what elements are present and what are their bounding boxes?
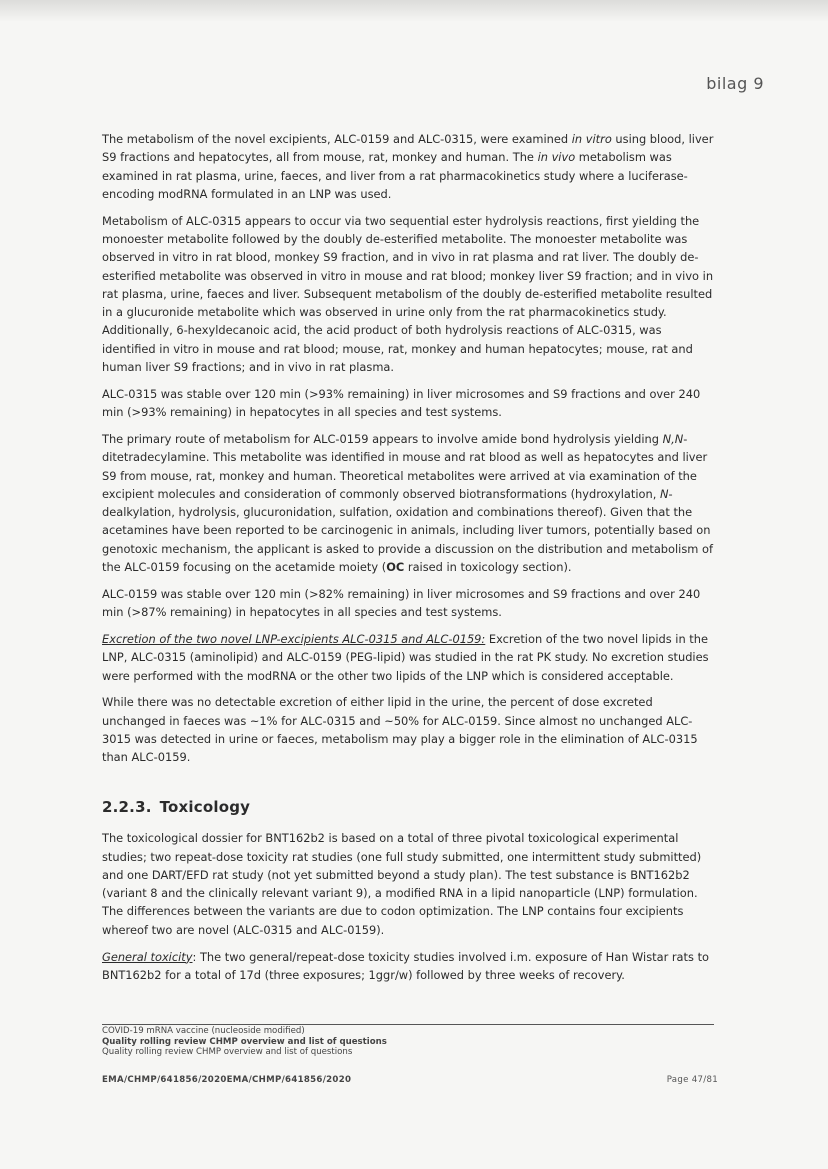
paragraph-toxicology-dossier: The toxicological dossier for BNT162b2 is based on a total of three pivotal toxicological experimental studies; two repeat-dose toxicity rat studies (one full study submitted, one intermittent study submitted) and one DART/EFD rat study (not yet submitted beyond a study plan). The test substance is BNT162b2 (variant 8 and the clinically relevant variant 9), a modified RNA in a lipid nanoparticle (LNP) formulation. The differences between the variants are due to codon optimization. The LNP contains four excipients whereof two are novel (ALC-0315 and ALC-0159).	[102, 831, 702, 937]
italic-text: in vitro	[571, 132, 612, 146]
footer-line: COVID-19 mRNA vaccine (nucleoside modified)	[102, 1026, 305, 1036]
underlined-heading: General toxicity	[102, 949, 193, 964]
section-heading	[102, 798, 714, 816]
text-run: raised in toxicology section).	[404, 560, 572, 575]
paragraph-alc0159-stability: ALC-0159 was stable over 120 min (>82% remaining) in liver microsomes and S9 fractions and over 240 min (>87% remaining) in hepatocytes in all species and test systems.	[102, 586, 701, 620]
paragraph-metabolism-intro	[102, 130, 714, 203]
spacer	[102, 775, 714, 798]
text-run: Excretion of the two novel lipids in the LNP, ALC-0315 (aminolipid) and ALC-0159 (PEG-lipid) was studied in the rat PK study. No excretion studies were performed with the modRNA or the other two lipids of the LNP which is considered acceptable.	[102, 631, 709, 683]
paragraph-excretion	[102, 630, 714, 685]
footer-line-bold: Quality rolling review CHMP overview and list of questions	[102, 1036, 387, 1047]
paragraph-alc0159-metabolism	[102, 430, 714, 576]
underlined-heading: Excretion of the two novel LNP-excipients ALC-0315 and ALC-0159:	[102, 631, 486, 646]
document-reference: EMA/CHMP/641856/2020EMA/CHMP/641856/2020	[102, 1075, 352, 1085]
italic-text: N	[659, 486, 669, 501]
italic-text: N,N	[662, 431, 684, 446]
footer-notes	[102, 1026, 702, 1058]
main-text	[102, 130, 714, 993]
text-run: The metabolism of the novel excipients, ALC-0159 and ALC-0315, were examined	[102, 132, 572, 146]
text-run: -dealkylation, hydrolysis, glucuronidation, sulfation, oxidation and combinations thereof). Given that the acetamines have been reported to be carcinogenic in animals, including liver tumors, potentially based on genotoxic mechanism, the applicant is asked to provide a discussion on the distribution and metabolism of the ALC-0159 focusing on the acetamide moiety (	[102, 486, 713, 575]
page-number: Page 47/81	[666, 1075, 718, 1085]
text-run: The primary route of metabolism for ALC-0159 appears to involve amide bond hydrolysis yielding	[102, 431, 663, 446]
paragraph-alc0315-metabolism: Metabolism of ALC-0315 appears to occur via two sequential ester hydrolysis reactions, first yielding the monoester metabolite followed by the doubly de-esterified metabolite. The monoester metabolite was observed in vitro in rat blood, monkey S9 fraction, and in vivo in rat plasma and rat liver. The doubly de-esterified metabolite was observed in vitro in mouse and rat blood; monkey liver S9 fraction; and in vivo in rat plasma, urine, faeces and liver. Subsequent metabolism of the doubly de-esterified metabolite resulted in a glucuronide metabolite which was observed in urine only from the rat pharmacokinetics study. Additionally, 6-hexyldecanoic acid, the acid product of both hydrolysis reactions of ALC-0315, was identified in vitro in mouse and rat blood; mouse, rat, monkey and human hepatocytes; mouse, rat and human liver S9 fractions; and in vivo in rat plasma.	[102, 213, 714, 375]
text-run: metabolism was examined in rat plasma, urine, faeces, and liver from a rat pharmacokinetics study where a luciferase-encoding modRNA formulated in an LNP was used.	[102, 150, 688, 201]
annex-label: bilag 9	[706, 74, 764, 93]
bold-text: OC	[386, 560, 405, 575]
paragraph-excretion-results: While there was no detectable excretion of either lipid in the urine, the percent of dose excreted unchanged in faeces was ~1% for ALC-0315 and ~50% for ALC-0159. Since almost no unchanged ALC-3015 was detected in urine or faeces, metabolism may play a bigger role in the elimination of ALC-0315 than ALC-0159.	[102, 695, 698, 765]
footer-line: Quality rolling review CHMP overview and list of questions	[102, 1047, 353, 1058]
italic-text: in vivo	[537, 150, 576, 165]
paragraph-alc0315-stability: ALC-0315 was stable over 120 min (>93% remaining) in liver microsomes and S9 fractions and over 240 min (>93% remaining) in hepatocytes in all species and test systems.	[102, 386, 701, 420]
paragraph-general-toxicity	[102, 948, 714, 985]
scan-top-edge	[0, 0, 828, 22]
section-title: Toxicology	[159, 798, 251, 816]
section-number: 2.2.3.	[102, 798, 152, 816]
text-run: -ditetradecylamine. This metabolite was identified in mouse and rat blood as well as hepatocytes and liver S9 from mouse, rat, monkey and human. Theoretical metabolites were arrived at via examination of the excipient molecules and consideration of commonly observed biotransformations (hydroxylation,	[102, 431, 708, 501]
footer-rule	[102, 1024, 714, 1025]
text-run: : The two general/repeat-dose toxicity studies involved i.m. exposure of Han Wistar rats to BNT162b2 for a total of 17d (three exposures; 1ggr/w) followed by three weeks of recovery.	[102, 949, 709, 982]
text-run: using blood, liver S9 fractions and hepatocytes, all from mouse, rat, monkey and human. The	[102, 132, 714, 165]
